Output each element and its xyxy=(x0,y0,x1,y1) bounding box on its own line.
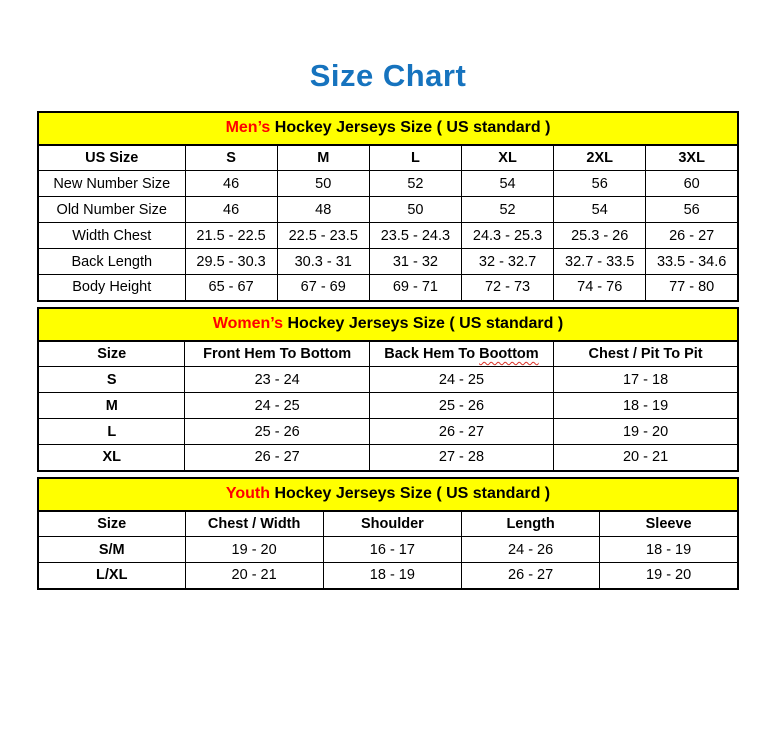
mens-section-band xyxy=(38,112,738,145)
size-value-cell: 72 - 73 xyxy=(461,275,553,301)
size-value-cell: 26 - 27 xyxy=(646,223,738,249)
womens-band-text: Hockey Jerseys Size ( US standard ) xyxy=(283,315,564,333)
table-row xyxy=(38,393,738,419)
size-value-cell: 16 - 17 xyxy=(323,537,461,563)
size-value-cell: 23 - 24 xyxy=(185,367,369,393)
size-value-cell: 29.5 - 30.3 xyxy=(185,249,277,275)
column-header: 3XL xyxy=(646,145,738,171)
size-value-cell: 24 - 25 xyxy=(369,367,553,393)
size-value-cell: 33.5 - 34.6 xyxy=(646,249,738,275)
size-value-cell: 24.3 - 25.3 xyxy=(461,223,553,249)
column-header: Size xyxy=(38,341,185,367)
column-header: US Size xyxy=(38,145,185,171)
row-label: L/XL xyxy=(38,563,185,589)
size-value-cell: 56 xyxy=(646,197,738,223)
size-value-cell: 20 - 21 xyxy=(554,445,738,471)
column-header: L xyxy=(369,145,461,171)
table-row xyxy=(38,223,738,249)
column-header xyxy=(369,341,553,367)
column-header: Size xyxy=(38,511,185,537)
size-value-cell: 54 xyxy=(554,197,646,223)
size-value-cell: 17 - 18 xyxy=(554,367,738,393)
size-value-cell: 31 - 32 xyxy=(369,249,461,275)
column-header: Length xyxy=(462,511,600,537)
youth-band-text: Hockey Jerseys Size ( US standard ) xyxy=(270,485,551,503)
table-row xyxy=(38,563,738,589)
row-label: New Number Size xyxy=(38,171,185,197)
row-label: Body Height xyxy=(38,275,185,301)
mens-column-header-row xyxy=(38,145,738,171)
size-value-cell: 26 - 27 xyxy=(185,445,369,471)
size-value-cell: 26 - 27 xyxy=(369,419,553,445)
size-value-cell: 54 xyxy=(461,171,553,197)
column-header: Sleeve xyxy=(600,511,738,537)
table-row xyxy=(38,197,738,223)
size-value-cell: 30.3 - 31 xyxy=(277,249,369,275)
size-value-cell: 20 - 21 xyxy=(185,563,323,589)
youth-size-table xyxy=(37,477,739,590)
column-header: M xyxy=(277,145,369,171)
column-header: Front Hem To Bottom xyxy=(185,341,369,367)
size-value-cell: 65 - 67 xyxy=(185,275,277,301)
table-row xyxy=(38,367,738,393)
size-value-cell: 48 xyxy=(277,197,369,223)
size-value-cell: 32.7 - 33.5 xyxy=(554,249,646,275)
size-value-cell: 23.5 - 24.3 xyxy=(369,223,461,249)
table-row xyxy=(38,171,738,197)
womens-section-band-title xyxy=(38,308,738,341)
size-value-cell: 26 - 27 xyxy=(462,563,600,589)
size-value-cell: 24 - 25 xyxy=(185,393,369,419)
size-value-cell: 22.5 - 23.5 xyxy=(277,223,369,249)
column-header: Chest / Pit To Pit xyxy=(554,341,738,367)
womens-size-table xyxy=(37,307,739,472)
row-label: L xyxy=(38,419,185,445)
size-value-cell: 50 xyxy=(369,197,461,223)
column-header: 2XL xyxy=(554,145,646,171)
size-chart-page xyxy=(0,58,776,750)
womens-section-band xyxy=(38,308,738,341)
column-header: S xyxy=(185,145,277,171)
mens-table-body xyxy=(38,171,738,301)
page-title: Size Chart xyxy=(309,58,467,93)
table-row xyxy=(38,445,738,471)
size-value-cell: 69 - 71 xyxy=(369,275,461,301)
size-value-cell: 18 - 19 xyxy=(323,563,461,589)
size-value-cell: 67 - 69 xyxy=(277,275,369,301)
mens-size-table xyxy=(37,111,739,302)
column-header: Shoulder xyxy=(323,511,461,537)
size-value-cell: 52 xyxy=(369,171,461,197)
size-value-cell: 77 - 80 xyxy=(646,275,738,301)
table-row xyxy=(38,249,738,275)
youth-section-band xyxy=(38,478,738,511)
size-value-cell: 19 - 20 xyxy=(185,537,323,563)
row-label: XL xyxy=(38,445,185,471)
youth-table-body xyxy=(38,537,738,589)
size-value-cell: 46 xyxy=(185,197,277,223)
row-label: S xyxy=(38,367,185,393)
size-value-cell: 50 xyxy=(277,171,369,197)
size-value-cell: 24 - 26 xyxy=(462,537,600,563)
table-row xyxy=(38,419,738,445)
size-value-cell: 18 - 19 xyxy=(600,537,738,563)
size-value-cell: 19 - 20 xyxy=(600,563,738,589)
column-header: Chest / Width xyxy=(185,511,323,537)
size-value-cell: 32 - 32.7 xyxy=(461,249,553,275)
table-row xyxy=(38,275,738,301)
youth-section-band-title xyxy=(38,478,738,511)
youth-column-header-row xyxy=(38,511,738,537)
womens-column-header-row xyxy=(38,341,738,367)
youth-band-highlight: Youth xyxy=(225,485,270,503)
size-value-cell: 25 - 26 xyxy=(369,393,553,419)
size-value-cell: 27 - 28 xyxy=(369,445,553,471)
misspelled-word: Boottom xyxy=(479,345,539,362)
mens-band-text: Hockey Jerseys Size ( US standard ) xyxy=(270,119,551,137)
column-header: XL xyxy=(461,145,553,171)
size-value-cell: 52 xyxy=(461,197,553,223)
size-value-cell: 56 xyxy=(554,171,646,197)
size-value-cell: 18 - 19 xyxy=(554,393,738,419)
size-value-cell: 25 - 26 xyxy=(185,419,369,445)
mens-band-highlight: Men’s xyxy=(225,119,271,137)
column-header-text: Back Hem To xyxy=(384,345,480,362)
table-row xyxy=(38,537,738,563)
womens-table-body xyxy=(38,367,738,471)
size-value-cell: 60 xyxy=(646,171,738,197)
womens-band-highlight: Women’s xyxy=(212,315,284,333)
size-value-cell: 21.5 - 22.5 xyxy=(185,223,277,249)
size-value-cell: 19 - 20 xyxy=(554,419,738,445)
mens-section-band-title xyxy=(38,112,738,145)
size-value-cell: 74 - 76 xyxy=(554,275,646,301)
row-label: Back Length xyxy=(38,249,185,275)
row-label: Width Chest xyxy=(38,223,185,249)
row-label: S/M xyxy=(38,537,185,563)
size-chart-content xyxy=(37,111,739,590)
size-value-cell: 25.3 - 26 xyxy=(554,223,646,249)
size-value-cell: 46 xyxy=(185,171,277,197)
row-label: M xyxy=(38,393,185,419)
row-label: Old Number Size xyxy=(38,197,185,223)
